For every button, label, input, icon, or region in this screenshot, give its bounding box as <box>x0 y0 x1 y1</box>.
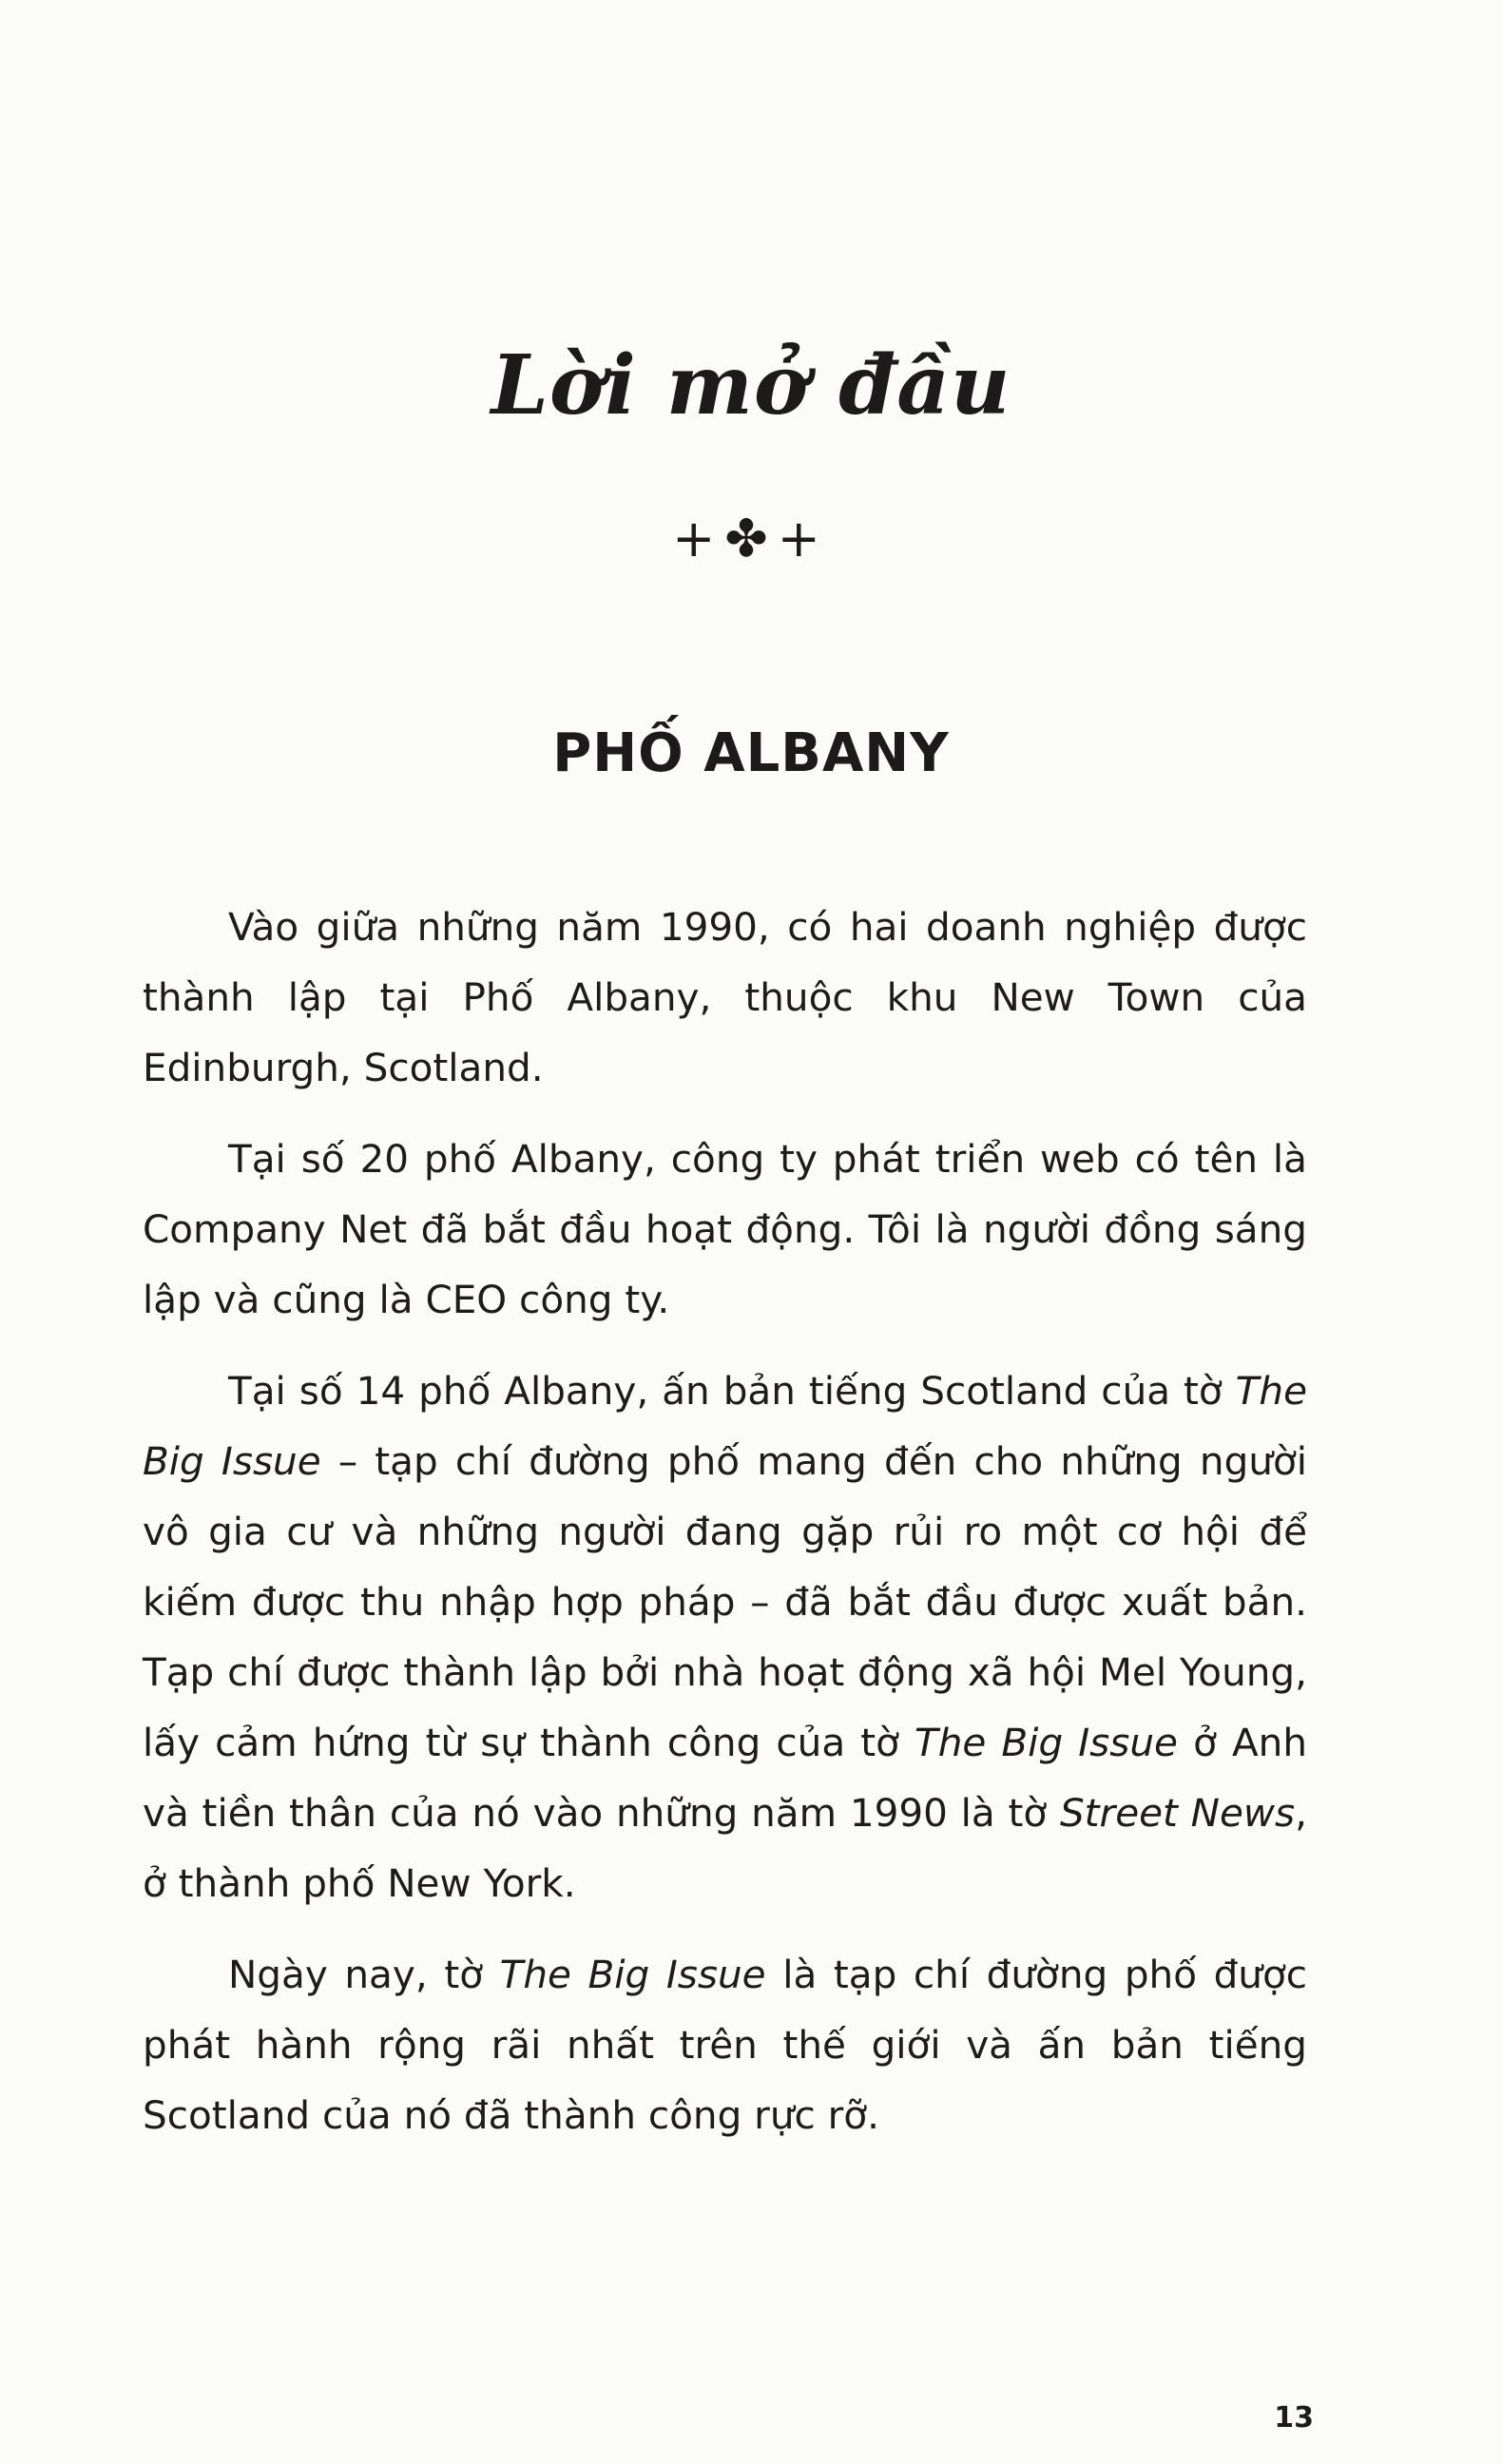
paragraph-1: Vào giữa những năm 1990, có hai doanh nghiệp được thành lập tại Phố Albany, thuộc khu New Town của Edinburgh, Scotland. <box>143 904 1307 1090</box>
paragraph-3-text: – tạp chí đường phố mang đến cho những người vô gia cư và những người đang gặp rủi ro một cơ hội để kiếm được thu nhập hợp pháp – đã bắt đầu được xuất bản. Tạp chí được thành lập bởi nhà hoạt động xã hội Mel Young, lấy cảm hứng từ sự thành công của tờ <box>143 1438 1307 1765</box>
publication-title: The Big Issue <box>143 1368 1307 1484</box>
ornament-divider: +✤+ <box>672 509 830 568</box>
publication-title: The Big Issue <box>914 1720 1178 1765</box>
body-text <box>143 892 1307 2171</box>
publication-title: Street News <box>1059 1790 1296 1836</box>
paragraph-3-text: ở Anh và tiền thân của nó vào những năm 1990 là tờ <box>143 1720 1307 1836</box>
chapter-title: Lời mở đầu <box>491 337 1011 433</box>
paragraph-4 <box>143 1939 1307 2150</box>
page-number: 13 <box>1274 2401 1314 2435</box>
section-title: PHỐ ALBANY <box>552 722 950 784</box>
paragraph-4-text: là tạp chí đường phố được phát hành rộng rãi nhất trên thế giới và ấn bản tiếng Scotland của nó đã thành công rực rỡ. <box>143 1952 1307 2138</box>
paragraph-4-text: Ngày nay, tờ <box>228 1952 500 1997</box>
paragraph-3-text: Tại số 14 phố Albany, ấn bản tiếng Scotland của tờ <box>228 1368 1236 1414</box>
paragraph-3-text: , ở thành phố New York. <box>143 1790 1307 1906</box>
paragraph-3 <box>143 1356 1307 1918</box>
publication-title: The Big Issue <box>499 1952 766 1997</box>
paragraph-2: Tại số 20 phố Albany, công ty phát triển web có tên là Company Net đã bắt đầu hoạt động. Tôi là người đồng sáng lập và cũng là CEO công ty. <box>143 1136 1307 1322</box>
